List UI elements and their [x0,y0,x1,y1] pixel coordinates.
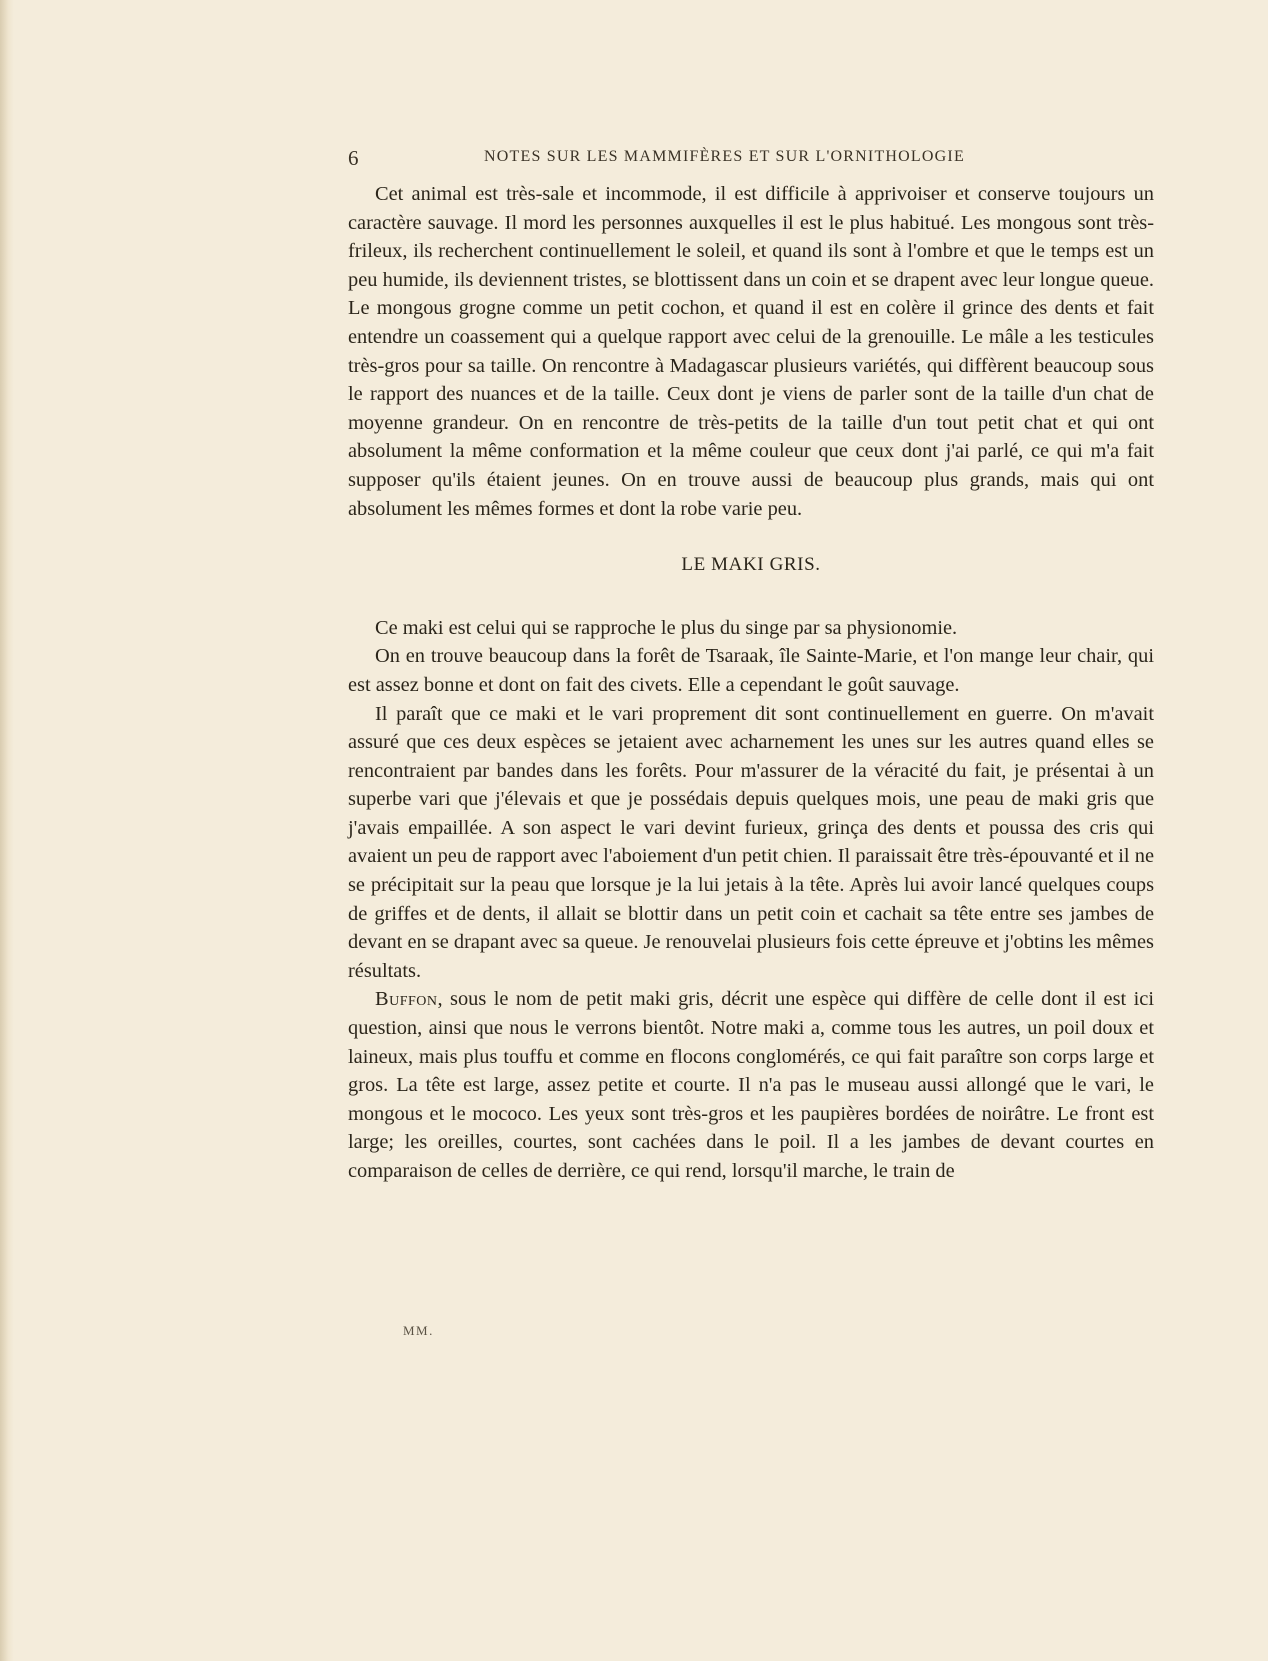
section-heading: LE MAKI GRIS. [681,554,821,576]
body-text [348,180,1154,1186]
paragraph-mongous: Cet animal est très-sale et incommode, il est difficile à apprivoiser et conserve toujours un caractère sauvage. Il mord les personnes auxquelles il est le plus habitué. Les mongous sont très-frileux, ils recherchent continuellement le soleil, et quand ils sont à l'ombre et que le temps est un peu humide, ils deviennent tristes, se blottissent dans un coin et se drapent avec leur longue queue. Le mongous grogne comme un petit cochon, et quand il est en colère il grince des dents et fait entendre un coassement qui a quelque rapport avec celui de la grenouille. Le mâle a les testicules très-gros pour sa taille. On rencontre à Madagascar plusieurs variétés, qui diffèrent beaucoup sous le rapport des nuances et de la taille. Ceux dont je viens de parler sont de la taille d'un chat de moyenne grandeur. On en rencontre de très-petits de la taille d'un tout petit chat et qui ont absolument la même conformation et la même couleur que ceux dont j'ai parlé, ce qui m'a fait supposer qu'ils étaient jeunes. On en trouve aussi de beaucoup plus grands, mais qui ont absolument les mêmes formes et dont la robe varie peu. [348,183,1154,520]
paragraph-tsaraak: On en trouve beaucoup dans la forêt de Tsaraak, île Sainte-Marie, et l'on mange leur chair, qui est assez bonne et dont on fait des civets. Elle a cependant le goût sauvage. [348,645,1154,696]
paragraph-buffon [348,985,1154,1185]
paragraph-physionomie: Ce maki est celui qui se rapproche le plus du singe par sa physionomie. [375,616,958,639]
paragraph-buffon-text: , sous le nom de petit maki gris, décrit une espèce qui diffère de celle dont il est ici question, ainsi que nous le verrons bientôt. Notre maki a, comme tous les autres, un poil doux et laineux, mais plus touffu et comme en flocons conglomérés, ce qui fait paraître son corps large et gros. La tête est large, assez petite et courte. Il n'a pas le museau aussi allongé que le vari, le mongous et le mococo. Les yeux sont très-gros et les paupières bordées de noirâtre. Le front est large; les oreilles, courtes, sont cachées dans le poil. Il a les jambes de devant courtes en comparaison de celles de derrière, ce qui rend, lorsqu'il marche, le train de [348,988,1154,1182]
page-header [348,146,1028,172]
page-edge-shadow [0,0,14,1661]
author-name-buffon: Buffon [375,988,438,1011]
running-title: NOTES SUR LES MAMMIFÈRES ET SUR L'ORNITHOLOGIE [484,148,965,165]
paragraph-guerre: Il paraît que ce maki et le vari proprement dit sont continuellement en guerre. On m'avait assuré que ces deux espèces se jetaient avec acharnement les unes sur les autres quand elles se rencontraient par bandes dans les forêts. Pour m'assurer de la véracité du fait, je présentai à un superbe vari que j'élevais et que je possédais depuis quelques mois, une peau de maki gris que j'avais empaillée. A son aspect le vari devint furieux, grinça des dents et poussa des cris qui avaient un peu de rapport avec l'aboiement d'un petit chien. Il paraissait être très-épouvanté et il ne se précipitait sur la peau que lorsque je la lui jetais à la tête. Après lui avoir lancé quelques coups de griffes et de dents, il allait se blottir dans un petit coin et cachait sa tête entre ses jambes de devant en se drapant avec sa queue. Je renouvelai plusieurs fois cette épreuve et j'obtins les mêmes résultats. [348,702,1154,982]
signature-mark: MM. [403,1323,434,1338]
page-number: 6 [348,146,359,170]
